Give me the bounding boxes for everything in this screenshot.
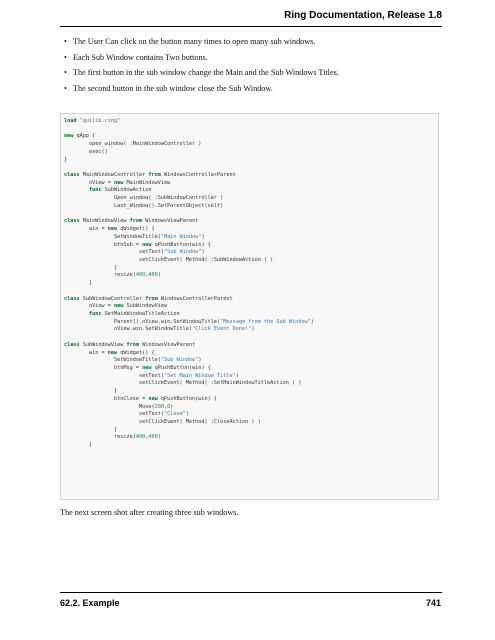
bullet-icon: • bbox=[64, 52, 67, 62]
code-token: SubWindowView bbox=[79, 341, 127, 348]
code-line bbox=[64, 234, 314, 242]
code-line bbox=[64, 342, 314, 350]
code-token: setText( bbox=[64, 411, 164, 418]
code-token: new bbox=[113, 303, 124, 310]
code-line bbox=[64, 388, 314, 396]
code-token: MainWindowView bbox=[79, 218, 130, 225]
code-line bbox=[64, 126, 314, 134]
code-token: ) bbox=[310, 318, 314, 325]
code-token: SubWindowAction bbox=[101, 187, 152, 194]
code-token: new bbox=[142, 241, 152, 248]
code-line bbox=[64, 296, 314, 304]
code-token: 400 bbox=[148, 272, 158, 279]
code-token: open_window( :MainWindowController ) bbox=[64, 141, 202, 148]
code-line bbox=[64, 218, 314, 226]
bullet-list bbox=[60, 36, 440, 98]
bullet-text: Each Sub Window contains Two buttons. bbox=[73, 52, 208, 62]
code-line bbox=[64, 242, 314, 250]
code-line bbox=[64, 334, 314, 342]
running-header: Ring Documentation, Release 1.8 bbox=[284, 10, 442, 21]
code-line bbox=[64, 249, 314, 257]
code-line bbox=[64, 380, 314, 388]
code-line bbox=[64, 118, 314, 126]
code-token: qPushButton(win) { bbox=[151, 365, 211, 371]
code-line bbox=[64, 411, 314, 419]
code-line bbox=[64, 211, 314, 219]
code-line bbox=[64, 311, 314, 319]
code-token: class bbox=[64, 341, 80, 348]
code-token: MainWindowView bbox=[123, 179, 171, 186]
code-token: ) bbox=[201, 249, 205, 256]
page-number: 741 bbox=[425, 598, 441, 608]
code-token: setText( bbox=[64, 372, 164, 379]
code-token: 400 bbox=[135, 272, 146, 279]
code-line bbox=[64, 141, 314, 149]
code-line bbox=[64, 326, 314, 334]
code-line bbox=[64, 172, 314, 180]
code-line bbox=[64, 427, 314, 435]
code-token: exec() bbox=[64, 148, 108, 155]
code-token: new bbox=[113, 179, 124, 186]
code-token: ) bbox=[198, 357, 202, 364]
code-token: SubWindowView bbox=[123, 303, 168, 310]
code-token: btnSub = bbox=[64, 241, 143, 248]
code-token: from bbox=[148, 172, 161, 179]
code-block bbox=[60, 113, 439, 500]
code-token: WindowsViewParent bbox=[142, 218, 199, 225]
code-token: qWidget() { bbox=[117, 226, 155, 233]
code-line bbox=[64, 265, 314, 273]
code-line bbox=[64, 303, 314, 311]
header-rule bbox=[60, 26, 442, 27]
code-token: qPushButton(win) { bbox=[157, 395, 218, 402]
code-line bbox=[64, 404, 314, 412]
code-token: ) bbox=[170, 403, 174, 410]
code-token: oView.win.SetWindowTitle( bbox=[64, 326, 193, 333]
code-token: qPushButton(win) { bbox=[151, 241, 211, 248]
code-token: WindowsControllerParent bbox=[160, 172, 236, 179]
code-token: win = bbox=[64, 226, 108, 233]
code-token: qWidget() { bbox=[117, 349, 155, 356]
code-token: resize( bbox=[64, 272, 136, 279]
code-token: , bbox=[145, 434, 149, 441]
code-token: "Set Main Window Title" bbox=[163, 372, 236, 379]
bullet-icon: • bbox=[64, 68, 67, 77]
code-token: setClickEvent( Method( :SubWindowAction ) ) bbox=[64, 256, 274, 263]
code-token: resize( bbox=[64, 434, 136, 441]
code-token: 200 bbox=[154, 403, 164, 410]
code-listing bbox=[64, 118, 314, 450]
code-token: func bbox=[89, 187, 102, 194]
code-token: from bbox=[129, 218, 143, 225]
code-line bbox=[64, 396, 314, 404]
code-token: "Close" bbox=[163, 411, 186, 418]
code-token: ) bbox=[201, 233, 205, 240]
bullet-text: The first button in the sub window change the Main and the Sub Windows Titles. bbox=[73, 68, 339, 77]
code-token: ) bbox=[157, 434, 161, 441]
code-token: "Main Window" bbox=[160, 233, 202, 240]
code-token: SetMainWindowTitleAction bbox=[101, 310, 180, 317]
code-token: } bbox=[64, 264, 118, 271]
code-token: WindowsViewParent bbox=[138, 341, 196, 348]
code-token: new bbox=[107, 349, 118, 356]
code-token: "Message from the Sub Window" bbox=[220, 318, 311, 325]
code-token: 400 bbox=[135, 434, 146, 441]
code-token: Open_window( :SubWindowController ) bbox=[64, 195, 224, 202]
code-token: , bbox=[163, 403, 168, 410]
code-token: "Click Event Done!" bbox=[192, 326, 252, 333]
bullet-icon: • bbox=[64, 37, 67, 46]
code-token: new bbox=[107, 226, 118, 233]
code-line bbox=[64, 195, 314, 203]
code-line bbox=[64, 350, 314, 358]
code-line bbox=[64, 164, 314, 172]
code-line bbox=[64, 226, 314, 234]
code-token: class bbox=[64, 218, 80, 225]
code-token: "guilib.ring" bbox=[79, 118, 121, 124]
code-token: } bbox=[64, 388, 118, 395]
code-token: } bbox=[64, 442, 93, 449]
bullet-item bbox=[60, 67, 440, 83]
code-token: "Sub Window" bbox=[160, 357, 199, 364]
code-line bbox=[64, 442, 314, 450]
code-token: load bbox=[64, 118, 77, 124]
code-token: 400 bbox=[148, 434, 158, 441]
code-token: WindowsControllerParent bbox=[157, 295, 233, 302]
code-line bbox=[64, 365, 314, 373]
bullet-item bbox=[60, 36, 440, 52]
code-line bbox=[64, 419, 314, 427]
code-token: btnClose = bbox=[64, 395, 149, 402]
code-token: MainWindowController bbox=[79, 172, 149, 179]
code-token: SubWindowController bbox=[79, 295, 146, 302]
code-token: "Sub Window" bbox=[163, 249, 202, 256]
code-token: } bbox=[64, 426, 118, 433]
code-token bbox=[64, 187, 89, 193]
bullet-text: The User Can click on the button many times to open many sub windows. bbox=[73, 37, 316, 46]
code-line bbox=[64, 133, 314, 141]
code-line bbox=[64, 272, 314, 280]
code-token: new bbox=[64, 133, 74, 140]
code-token: func bbox=[89, 310, 102, 317]
code-token: class bbox=[64, 172, 80, 179]
code-token bbox=[64, 311, 89, 317]
code-token: from bbox=[145, 295, 158, 302]
code-token: Parent().oView.win.SetWindowTitle( bbox=[64, 318, 221, 325]
bullet-item bbox=[60, 52, 440, 68]
code-token: } bbox=[64, 156, 68, 163]
code-line bbox=[64, 203, 314, 211]
code-line bbox=[64, 373, 314, 381]
code-line bbox=[64, 357, 314, 365]
code-token: setClickEvent( Method( :CloseAction ) ) bbox=[64, 419, 261, 426]
code-token: oView = bbox=[64, 303, 114, 310]
footer-section: 62.2. Example bbox=[60, 598, 120, 608]
code-token: setClickEvent( Method( :SetMainWindowTitleAction ) ) bbox=[64, 380, 302, 387]
code-token: SetWindowTitle( bbox=[64, 233, 161, 240]
code-token: qApp { bbox=[73, 133, 96, 140]
code-token: setText( bbox=[64, 249, 164, 256]
code-token: ) bbox=[185, 411, 189, 418]
bullet-text: The second button in the sub window close the Sub Window. bbox=[73, 83, 273, 93]
code-line bbox=[64, 157, 314, 165]
code-line bbox=[64, 257, 314, 265]
code-line bbox=[64, 319, 314, 327]
code-token: win = bbox=[64, 349, 108, 356]
code-token: Move( bbox=[64, 403, 155, 410]
code-token: btnMsg = bbox=[64, 365, 143, 371]
code-token: } bbox=[64, 280, 93, 287]
code-line bbox=[64, 280, 314, 288]
bullet-item bbox=[60, 83, 440, 99]
code-token: , bbox=[145, 272, 149, 279]
code-token: from bbox=[126, 341, 139, 348]
body-paragraph: The next screen shot after creating three sub windows. bbox=[60, 508, 239, 517]
code-token: Last_Window().SetParentObject(self) bbox=[64, 202, 224, 209]
code-token: new bbox=[142, 365, 152, 371]
code-token: oView = bbox=[64, 179, 114, 186]
code-token: new bbox=[148, 395, 158, 402]
code-token: ) bbox=[235, 372, 239, 379]
footer-rule bbox=[60, 592, 442, 593]
code-line bbox=[64, 434, 314, 442]
code-line bbox=[64, 180, 314, 188]
code-token: ) bbox=[157, 272, 161, 279]
code-line bbox=[64, 187, 314, 195]
code-token: SetWindowTitle( bbox=[64, 357, 161, 364]
bullet-icon: • bbox=[64, 83, 67, 93]
code-line bbox=[64, 149, 314, 157]
code-line bbox=[64, 288, 314, 296]
code-token: ) bbox=[251, 326, 255, 333]
code-token: 0 bbox=[167, 403, 171, 410]
code-token: class bbox=[64, 295, 80, 302]
